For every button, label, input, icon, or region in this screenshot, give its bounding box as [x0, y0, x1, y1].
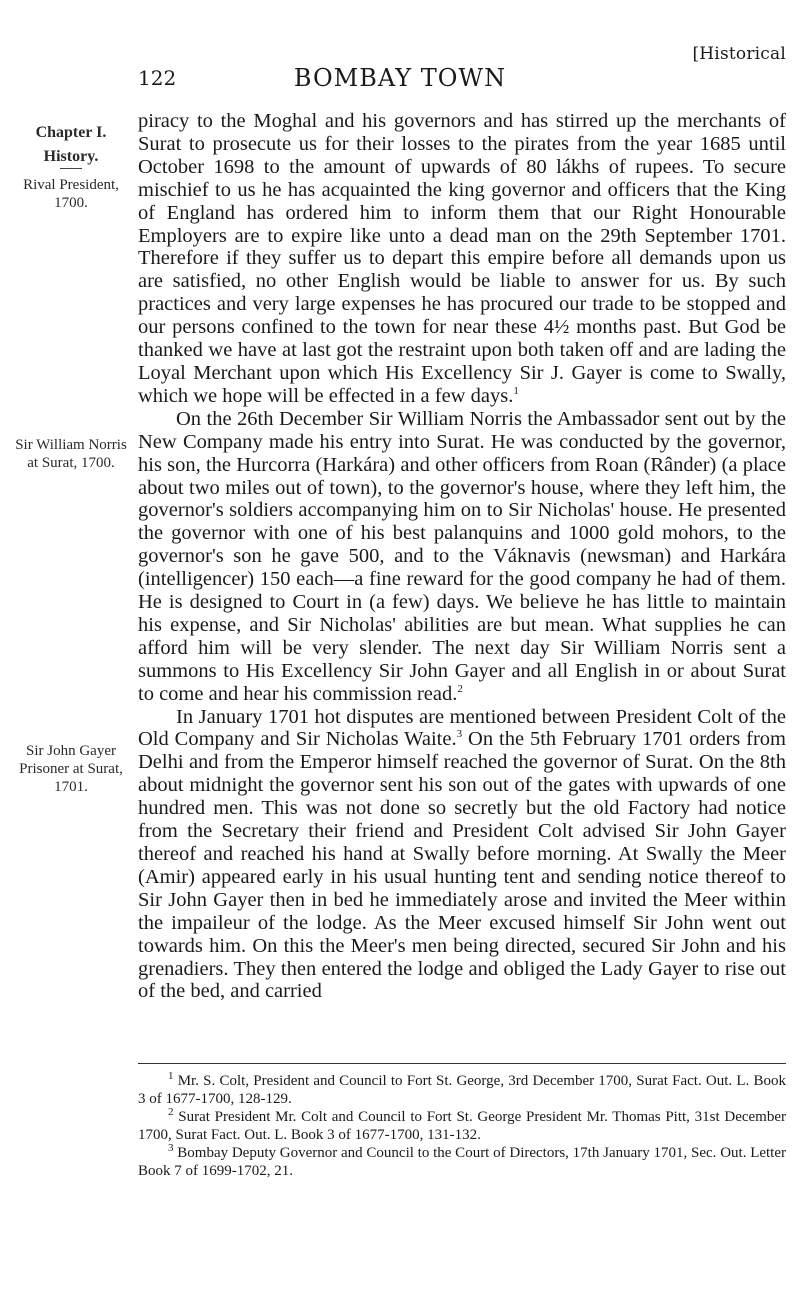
- footnote-text: Bombay Deputy Governor and Council to the Court of Directors, 17th January 1701, Sec. Out. Letter Book 7 of 1699-1702, 21.: [138, 1145, 787, 1179]
- page-number: 122: [138, 66, 177, 90]
- paragraph-piracy: [138, 110, 786, 408]
- paragraph-text: piracy to the Moghal and his governors and has stirred up the merchants of Surat to prosecute us for their losses to the pirates from the year 1685 until October 1698 to the amount of upwards of 80 lákhs of rupees. To secure mischief to us he has acquainted the king governor and officers that the King of England has ordered him to inform them that our Right Honourable Employers are to expire like unto a dead man on the 29th September 1701. Therefore if they suffer us to depart this empire before all demands upon us are satisfied, no other English would be liable to answer for us. By such practices and very large expenses he has procured our trade to be stopped and our persons confined to the town for near these 4½ months past. But God be thanked we have at last got the restraint upon both taken off and are lading the Loyal Merchant upon which His Excellency Sir J. Gayer is come to Swally, which we hope will be effected in a few days.: [138, 110, 786, 407]
- paragraph-gayer: [138, 706, 786, 1004]
- footnote-ref: 3: [456, 728, 463, 741]
- footnotes: [138, 1072, 786, 1180]
- margin-note-sir-william-norris: Sir William Norris at Surat, 1700.: [15, 437, 127, 471]
- section-tag: [Historical: [692, 44, 786, 64]
- footnote-text: Mr. S. Colt, President and Council to Fort St. George, 3rd December 1700, Surat Fact. Out. L. Book 3 of 1677-1700, 128-129.: [138, 1073, 787, 1107]
- margin-note-rival-president: Rival President, 1700.: [23, 177, 119, 211]
- footnote-ref: 1: [513, 385, 519, 398]
- body-text: [138, 110, 786, 1003]
- margin-note-sir-john-gayer: Sir John Gayer Prisoner at Surat, 1701.: [19, 743, 123, 795]
- footnote: [138, 1072, 786, 1108]
- page-title: BOMBAY TOWN: [293, 64, 507, 92]
- footnote-text: Surat President Mr. Colt and Council to Fort St. George President Mr. Thomas Pitt, 31st December 1700, Surat Fact. Out. L. Book 3 of 1677-1700, 131-132.: [138, 1109, 787, 1143]
- paragraph-norris: [138, 408, 786, 706]
- paragraph-text: On the 5th February 1701 orders from Delhi and from the Emperor himself reached the governor of Surat. On the 8th about midnight the governor sent his son out of the gates with upwards of one hundred men. This was not done so secretly but the old Factory had notice from the Secretary their friend and President Colt advised Sir John Gayer thereof and reached his hand at Swally before morning. At Swally the Meer (Amir) appeared early in his usual hunting tent and sending notice thereof to Sir John Gayer then in bed he immediately arose and invited the Meer within the impaileur of the lodge. As the Meer excused himself Sir John went out towards him. On this the Meer's men being directed, secured Sir John and his grenadiers. They then entered the lodge and obliged the Lady Gayer to rise out of the bed, and carried: [138, 728, 786, 1003]
- running-head: [0, 0, 800, 92]
- paragraph-text: In January 1701 hot disputes are mentioned between President Colt of the Old Company and Sir Nicholas Waite.: [138, 705, 786, 751]
- footnote: [138, 1144, 786, 1180]
- footnote: [138, 1108, 786, 1144]
- footnote-number: 1: [168, 1070, 174, 1082]
- footnote-number: 3: [168, 1142, 174, 1154]
- footnote-number: 2: [168, 1106, 174, 1118]
- margin-note-history: History.: [12, 148, 130, 169]
- margin-note-chapter: Chapter I.: [35, 124, 107, 141]
- paragraph-text: On the 26th December Sir William Norris the Ambassador sent out by the New Company made his entry into Surat. He was conducted by the governor, his son, the Hurcorra (Harkára) and other officers from Roan (Rânder) (a place about two miles out of town), to the governor's house, where they left him, the governor's soldiers accompanying him on to Sir Nicholas' house. He presented the governor with one of his best palanquins and 1000 gold mohors, to the governor's son he gave 500, and to the Váknavis (newsman) and Harkára (intelligencer) 150 each—a fine reward for the good company he had of them. He is designed to Court in (a few) days. We believe he has little to maintain his expense, and Sir Nicholas' abilities are but mean. What supplies he can afford him will be very slender. The next day Sir William Norris sent a summons to His Excellency Sir John Gayer and all English in or about Surat to come and hear his commission read.: [138, 407, 786, 705]
- footnote-ref: 2: [457, 682, 463, 695]
- footnote-divider: [138, 1063, 786, 1064]
